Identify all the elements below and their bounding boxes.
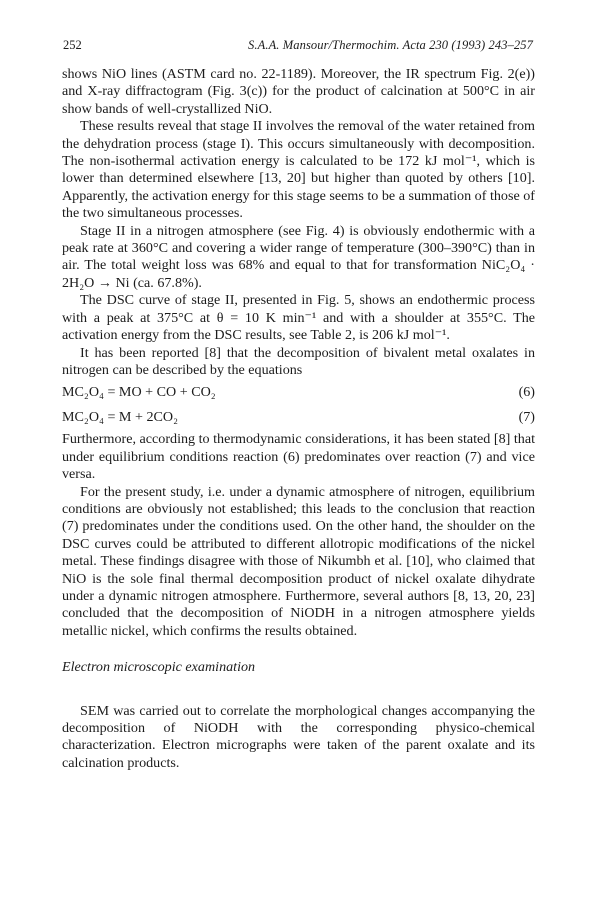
section-heading: Electron microscopic examination <box>62 659 256 676</box>
paragraph-present-study: For the present study, i.e. under a dynamic atmosphere of nitrogen, equilibrium conditions are obviously not established; this leads to the conclusion that reaction (7) predominates under the conditions used. On the other hand, the shoulder on the DSC curves could be attributed to different allotropic modifications of the nickel metal. These findings disagree with those of Nikumbh et al. [10], who claimed that NiO is the sole final thermal decomposition product of nickel oxalate dihydrate under a dynamic nitrogen atmosphere. Furthermore, several authors [8, 13, 20, 23] concluded that the decomposition of NiODH in a nitrogen atmosphere yields metallic nickel, which confirms the results obtained. <box>62 483 535 639</box>
paragraph-stage-ii-activation: These results reveal that stage II involves the removal of the water retained from the dehydration process (stage I). This occurs simultaneously with decomposition. The non-isothermal activation energy is calculated to be 172 kJ mol⁻¹, which is lower than determined elsewhere [13, 20] but higher than quoted by others [10]. Apparently, the activation energy for this stage seems to be a summation of those of the two simultaneous processes. <box>62 118 535 222</box>
equation-text: MC₂O₄ = M + 2CO₂ <box>62 409 178 426</box>
equation-6 <box>62 382 535 403</box>
paragraph-continued: shows NiO lines (ASTM card no. 22-1189). Moreover, the IR spectrum Fig. 2(e)) and X-ray diffractogram (Fig. 3(c)) for the product of calcination at 500°C in air show bands of well-crystallized NiO. <box>62 66 535 117</box>
page-header <box>63 38 533 56</box>
paragraph-oxalate-equations-intro: It has been reported [8] that the decomposition of bivalent metal oxalates in nitrogen can be described by the equations <box>62 344 535 378</box>
equation-text: MC₂O₄ = MO + CO + CO₂ <box>62 384 216 401</box>
paragraph-dsc-curve: The DSC curve of stage II, presented in Fig. 5, shows an endothermic process with a peak at 375°C at θ = 10 K min⁻¹ and with a shoulder at 355°C. The activation energy from the DSC results, see Table 2, is 206 kJ mol⁻¹. <box>62 292 535 344</box>
paragraph-thermodynamic: Furthermore, according to thermodynamic considerations, it has been stated [8] that under equilibrium conditions reaction (6) predominates over reaction (7) and vice versa. <box>62 431 535 483</box>
running-head: S.A.A. Mansour/Thermochim. Acta 230 (1993) 243–257 <box>248 38 533 52</box>
page-number: 252 <box>63 38 82 52</box>
equation-number: (6) <box>518 384 535 401</box>
paragraph-sem: SEM was carried out to correlate the morphological changes accompanying the decomposition of NiODH with the corresponding physico-chemical characterization. Electron micrographs were taken of the parent oxalate and its calcination products. <box>62 702 535 771</box>
paragraph-nitrogen-stage: Stage II in a nitrogen atmosphere (see Fig. 4) is obviously endothermic with a peak rate at 360°C and covering a wider range of temperature (300–390°C) than in air. The total weight loss was 68% and equal to that for transformation NiC₂O₄ · 2H₂O → Ni (ca. 67.8%). <box>62 222 535 291</box>
article-body <box>62 66 535 772</box>
equation-number: (7) <box>518 409 535 426</box>
equation-7 <box>62 407 535 428</box>
